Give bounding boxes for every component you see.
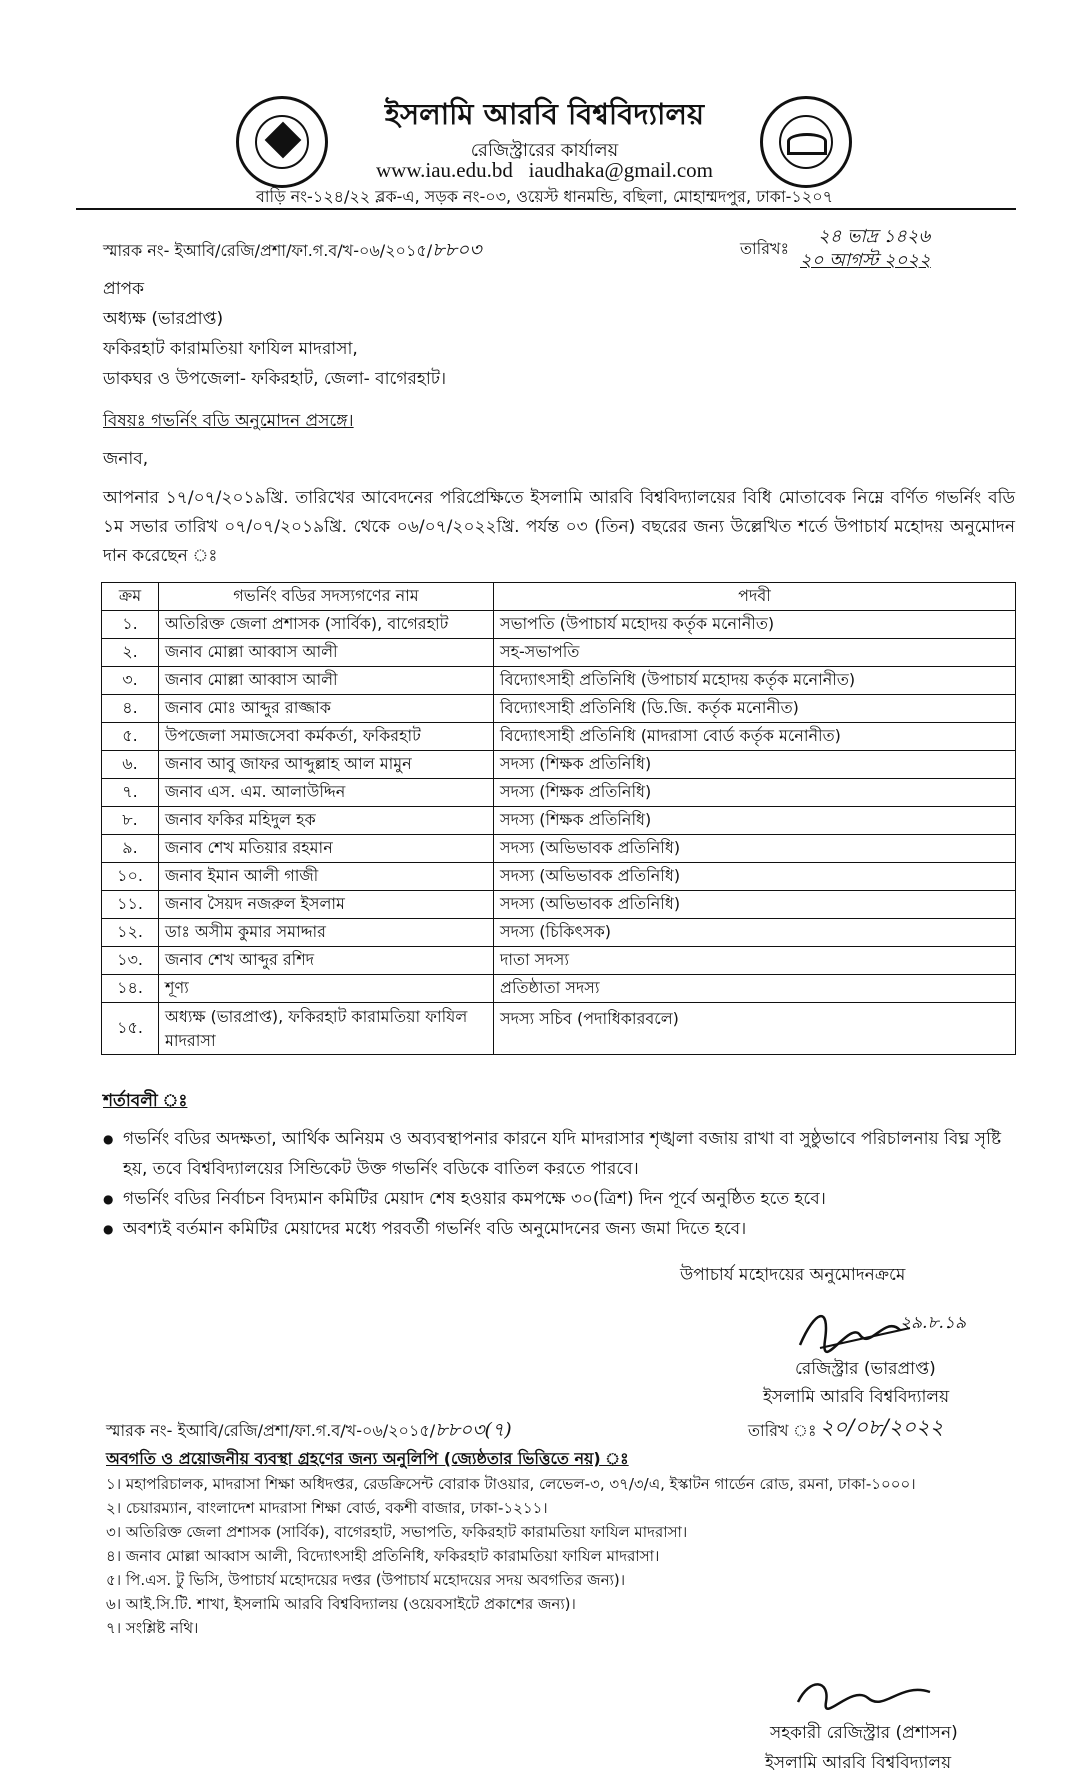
member-name: অতিরিক্ত জেলা প্রশাসক (সার্বিক), বাগেরহাট [159,611,494,639]
cc-item: ৫। পি.এস. টু ভিসি, উপাচার্য মহোদয়ের দপ্তর (উপাচার্য মহোদয়ের সদয় অবগতির জন্য)। [106,1571,626,1589]
table-row [102,863,1016,891]
signature-2-org: ইসলামি আরবি বিশ্ববিদ্যালয় [765,1753,952,1773]
member-name: ডাঃ অসীম কুমার সমাদ্দার [159,919,494,947]
serial: ৭. [102,779,159,807]
cc-item: ২। চেয়ারম্যান, বাংলাদেশ মাদরাসা শিক্ষা বোর্ড, বকশী বাজার, ঢাকা-১২১১। [106,1499,548,1517]
table-header-row [102,583,1016,611]
serial: ১. [102,611,159,639]
memo2-ref-text: স্মারক নং- ইআবি/রেজি/প্রশা/ফা.গ.ব/খ-০৬/২০১৫/ [106,1421,436,1440]
member-title: সদস্য (অভিভাবক প্রতিনিধি) [494,835,1016,863]
table-row [102,751,1016,779]
serial: ৩. [102,667,159,695]
member-title: সদস্য (অভিভাবক প্রতিনিধি) [494,863,1016,891]
cc-item: ৭। সংশ্লিষ্ট নথি। [106,1619,199,1637]
table-row [102,807,1016,835]
cc-item: ৩। অতিরিক্ত জেলা প্রশাসক (সার্বিক), বাগেরহাট, সভাপতি, ফকিরহাট কারামতিয়া ফাযিল মাদরাসা। [106,1523,688,1541]
signature-1-title: রেজিস্ট্রার (ভারপ্রাপ্ত) [795,1359,936,1379]
member-title: প্রতিষ্ঠাতা সদস্য [494,975,1016,1003]
col-header-title: পদবী [494,583,1016,611]
table-row [102,891,1016,919]
memo-ref-text: স্মারক নং- ইআবি/রেজি/প্রশা/ফা.গ.ব/খ-০৬/২০১৫/ [103,241,433,260]
memo2-date-hand: ২০/০৮/২০২২ [820,1415,944,1439]
signature-1-date: ২৯.৮.১৯ [900,1313,966,1333]
condition-item: ● গভর্নিং বডির নির্বাচন বিদ্যমান কমিটির মেয়াদ শেষ হওয়ার কমপক্ষে ৩০(ত্রিশ) দিন পূর্বে অনুষ্ঠিত হতে হবে। [103,1184,1018,1214]
header-divider [76,208,1016,210]
serial: ১৩. [102,947,159,975]
salutation: জনাব, [103,449,149,469]
memo2-reference [106,1416,512,1448]
recipient-line-2: ফকিরহাট কারামতিয়া ফাযিল মাদরাসা, [103,339,358,359]
memo-date-hand-2: ২০ আগস্ট ২০২২ [800,250,931,271]
member-title: সদস্য (অভিভাবক প্রতিনিধি) [494,891,1016,919]
cc-item: ৪। জনাব মোল্লা আব্বাস আলী, বিদ্যোৎসাহী প্রতিনিধি, ফকিরহাট কারামতিয়া ফাযিল মাদরাসা। [106,1547,660,1565]
member-title: সদস্য (চিকিৎসক) [494,919,1016,947]
table-row [102,667,1016,695]
member-name: অধ্যক্ষ (ভারপ্রাপ্ত), ফকিরহাট কারামতিয়া ফাযিল মাদরাসা [159,1003,494,1055]
cc-item: ১। মহাপরিচালক, মাদরাসা শিক্ষা অধিদপ্তর, রেডক্রিসেন্ট বোরাক টাওয়ার, লেভেল-৩, ৩৭/৩/এ, ইস্কাটন গার্ডেন রোড, রমনা, ঢাকা-১০০০। [106,1475,916,1493]
conditions-list [103,1124,1018,1244]
member-title: বিদ্যোৎসাহী প্রতিনিধি (উপাচার্য মহোদয় কর্তৃক মনোনীত) [494,667,1016,695]
table-row [102,1003,1016,1055]
member-title: সদস্য (শিক্ষক প্রতিনিধি) [494,751,1016,779]
memo-date-label: তারিখঃ [740,239,790,258]
member-title: বিদ্যোৎসাহী প্রতিনিধি (ডি.জি. কর্তৃক মনোনীত) [494,695,1016,723]
member-title: সদস্য সচিব (পদাধিকারবলে) [494,1003,1016,1055]
member-title: সদস্য (শিক্ষক প্রতিনিধি) [494,807,1016,835]
recipient-label: প্রাপক [103,279,145,299]
serial: ৪. [102,695,159,723]
member-name: জনাব আবু জাফর আব্দুল্লাহ আল মামুন [159,751,494,779]
condition-item: ● গভর্নিং বডির অদক্ষতা, আর্থিক অনিয়ম ও অব্যবস্থাপনার কারনে যদি মাদরাসার শৃঙ্খলা বজায় রাখা বা সুষ্ঠুভাবে পরিচালনায় বিঘ্ন সৃষ্টি হয়, তবে বিশ্ববিদ্যালয়ের সিন্ডিকেট উক্ত গভর্নিং বডিকে বাতিল করতে পারবে। [103,1124,1018,1184]
recipient-line-1: অধ্যক্ষ (ভারপ্রাপ্ত) [103,309,224,329]
recipient-line-3: ডাকঘর ও উপজেলা- ফকিরহাট, জেলা- বাগেরহাট। [103,369,447,389]
member-name: জনাব এস. এম. আলাউদ্দিন [159,779,494,807]
memo-date-hand-1: ২৪ ভাদ্র ১৪২৬ [818,226,931,247]
email: iaudhaka@gmail.com [528,158,713,182]
cc-item: ৬। আই.সি.টি. শাখা, ইসলামি আরবি বিশ্ববিদ্যালয় (ওয়েবসাইটে প্রকাশের জন্য)। [106,1595,576,1613]
serial: ৯. [102,835,159,863]
serial: ৫. [102,723,159,751]
table-row [102,723,1016,751]
serial: ১৫. [102,1003,159,1055]
table-row [102,695,1016,723]
memo-reference [103,236,482,268]
member-title: বিদ্যোৎসাহী প্রতিনিধি (মাদরাসা বোর্ড কর্তৃক মনোনীত) [494,723,1016,751]
serial: ১২. [102,919,159,947]
subject-line: বিষয়ঃ গভর্নিং বডি অনুমোদন প্রসঙ্গে। [103,411,354,431]
registrar-office: রেজিস্ট্রারের কার্যালয় [470,140,619,161]
serial: ১০. [102,863,159,891]
signature-1-org: ইসলামি আরবি বিশ্ববিদ্যালয় [763,1387,950,1407]
member-title: সদস্য (শিক্ষক প্রতিনিধি) [494,779,1016,807]
col-header-serial: ক্রম [102,583,159,611]
table-row [102,947,1016,975]
memo2-ref-handwritten: ৮৮০৩(৭) [435,1419,512,1441]
member-title: সভাপতি (উপাচার্য মহোদয় কর্তৃক মনোনীত) [494,611,1016,639]
table-row [102,611,1016,639]
member-name: শূণ্য [159,975,494,1003]
table-row [102,975,1016,1003]
university-name: ইসলামি আরবি বিশ্ববিদ্যালয় [384,97,705,131]
memo-ref-handwritten: ৮৮০৩ [432,239,482,261]
serial: ৬. [102,751,159,779]
signature-2 [790,1672,950,1720]
member-name: জনাব ফকির মহিদুল হক [159,807,494,835]
serial: ১৪. [102,975,159,1003]
governing-body-table [101,582,1016,1055]
member-name: জনাব সৈয়দ নজরুল ইসলাম [159,891,494,919]
table-row [102,919,1016,947]
serial: ২. [102,639,159,667]
member-name: জনাব শেখ আব্দুর রশিদ [159,947,494,975]
contact-line [0,158,1089,183]
serial: ১১. [102,891,159,919]
serial: ৮. [102,807,159,835]
conditions-heading: শর্তাবলী ঃ [103,1091,188,1111]
member-name: জনাব মোল্লা আব্বাস আলী [159,667,494,695]
office-address: বাড়ি নং-১২৪/২২ ব্লক-এ, সড়ক নং-০৩, ওয়েস্ট ধানমন্ডি, বছিলা, মোহাম্মদপুর, ঢাকা-১২০৭ [255,187,834,206]
member-name: উপজেলা সমাজসেবা কর্মকর্তা, ফকিরহাট [159,723,494,751]
member-title: দাতা সদস্য [494,947,1016,975]
member-name: জনাব মোল্লা আব্বাস আলী [159,639,494,667]
signature-2-title: সহকারী রেজিস্ট্রার (প্রশাসন) [770,1723,958,1743]
member-title: সহ-সভাপতি [494,639,1016,667]
website: www.iau.edu.bd [376,158,513,182]
table-row [102,835,1016,863]
cc-heading: অবগতি ও প্রয়োজনীয় ব্যবস্থা গ্রহণের জন্য অনুলিপি (জ্যেষ্ঠতার ভিত্তিতে নয়) ঃ [106,1449,629,1468]
letter-body: আপনার ১৭/০৭/২০১৯খ্রি. তারিখের আবেদনের পরিপ্রেক্ষিতে ইসলামি আরবি বিশ্ববিদ্যালয়ের বিধি মোতাবেক নিম্নে বর্ণিত গভর্নিং বডি ১ম সভার তারিখ ০৭/০৭/২০১৯খ্রি. থেকে ০৬/০৭/২০২২খ্রি. পর্যন্ত ০৩ (তিন) বছরের জন্য উল্লেখিত শর্তে উপাচার্য মহোদয় অনুমোদন দান করেছেন ঃ [103,488,1015,566]
member-name: জনাব মোঃ আব্দুর রাজ্জাক [159,695,494,723]
condition-item: ● অবশ্যই বর্তমান কমিটির মেয়াদের মধ্যে পরবর্তী গভর্নিং বডি অনুমোদনের জন্য জমা দিতে হবে। [103,1214,1018,1244]
approval-note: উপাচার্য মহোদয়ের অনুমোদনক্রমে [680,1265,906,1285]
cc-list [106,1472,1006,1640]
member-name: জনাব শেখ মতিয়ার রহমান [159,835,494,863]
col-header-name: গভর্নিং বডির সদস্যগণের নাম [159,583,494,611]
table-row [102,779,1016,807]
memo2-date-label: তারিখ ঃ [748,1421,817,1440]
member-name: জনাব ইমান আলী গাজী [159,863,494,891]
table-row [102,639,1016,667]
